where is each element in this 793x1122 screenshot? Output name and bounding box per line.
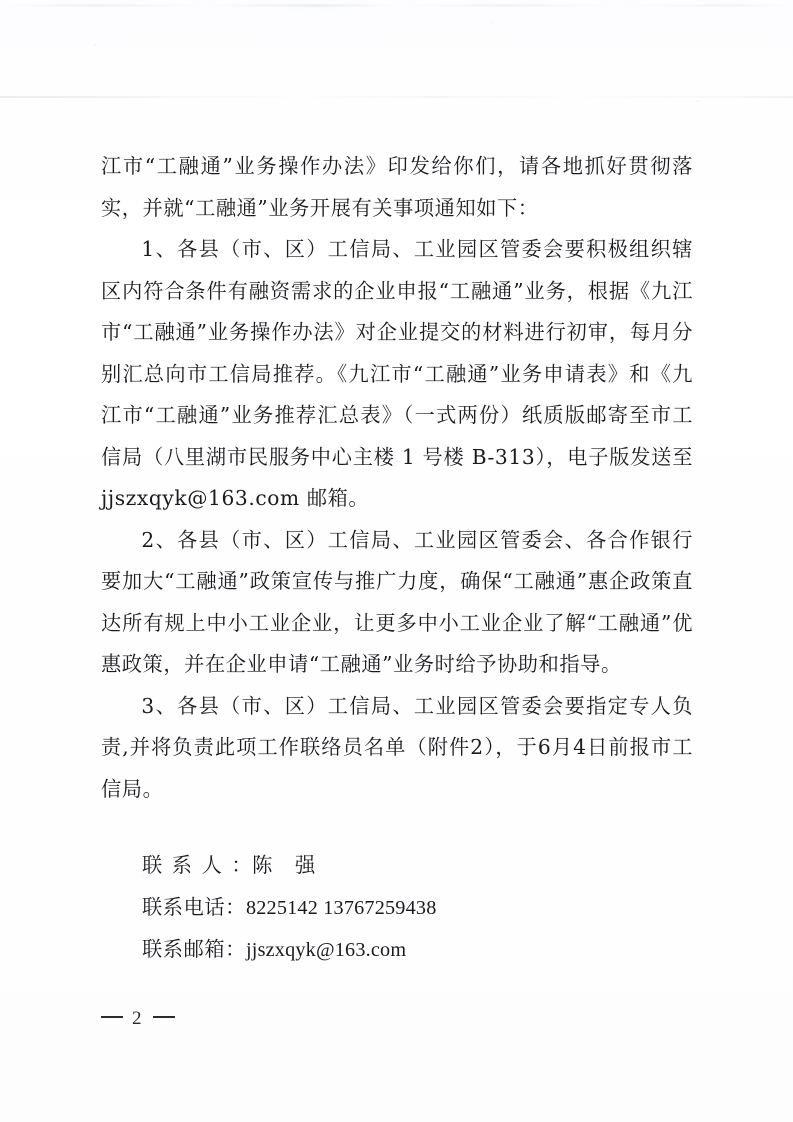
contact-person-surname: 陈 [252,853,273,877]
footer-dash-left [101,1016,123,1018]
contact-phone-line [142,887,662,930]
footer-dash-right [153,1016,175,1018]
contact-person-colon: ： [231,853,253,877]
paragraph-continued: 江市“工融通”业务操作办法》印发给你们，请各地抓好贯彻落实，并就“工融通”业务开展有关事项通知如下： [101,154,693,220]
contact-person-given-name: 强 [294,853,316,877]
paragraph-item-2: 2、各县（市、区）工信局、工业园区管委会、各合作银行要加大“工融通”政策宣传与推广力度，确保“工融通”惠企政策直达所有规上中小工业企业，让更多中小工业企业了解“工融通”优惠政策，并在企业申请“工融通”业务时给予协助和指导。 [101,527,693,676]
page-footer [101,1008,301,1030]
scan-artifact-streak [0,96,793,98]
contact-email-value: jjszxqyk@163.com [245,939,407,961]
footer-page-number: 2 [132,1008,144,1029]
contact-phone-value: 8225142 13767259438 [245,896,437,919]
contact-phone-label: 联系电话： [142,894,246,919]
contact-block [142,845,662,972]
paragraph-item-1: 1、各县（市、区）工信局、工业园区管委会要积极组织辖区内符合条件有融资需求的企业申报“工融通”业务，根据《九江市“工融通”业务操作办法》对企业提交的材料进行初审，每月分别汇总向市工信局推荐。《九江市“工融通”业务申请表》和《九江市“工融通”业务推荐汇总表》（一式两份）纸质版邮寄至市工信局（八里湖市民服务中心主楼 1 号楼 B-313），电子版发送至 jjszxqyk@163.com 邮箱。 [101,237,693,510]
paragraph-item-3: 3、各县（市、区）工信局、工业园区管委会要指定专人负责,并将负责此项工作联络员名单（附件2），于6月4日前报市工信局。 [101,693,693,801]
document-body [101,146,693,810]
contact-person-label: 联系人 [142,853,232,877]
contact-person-line [142,845,662,887]
contact-email-label: 联系邮箱： [142,937,246,961]
contact-email-line [142,929,662,972]
scan-artifact-streak-top [0,4,793,7]
